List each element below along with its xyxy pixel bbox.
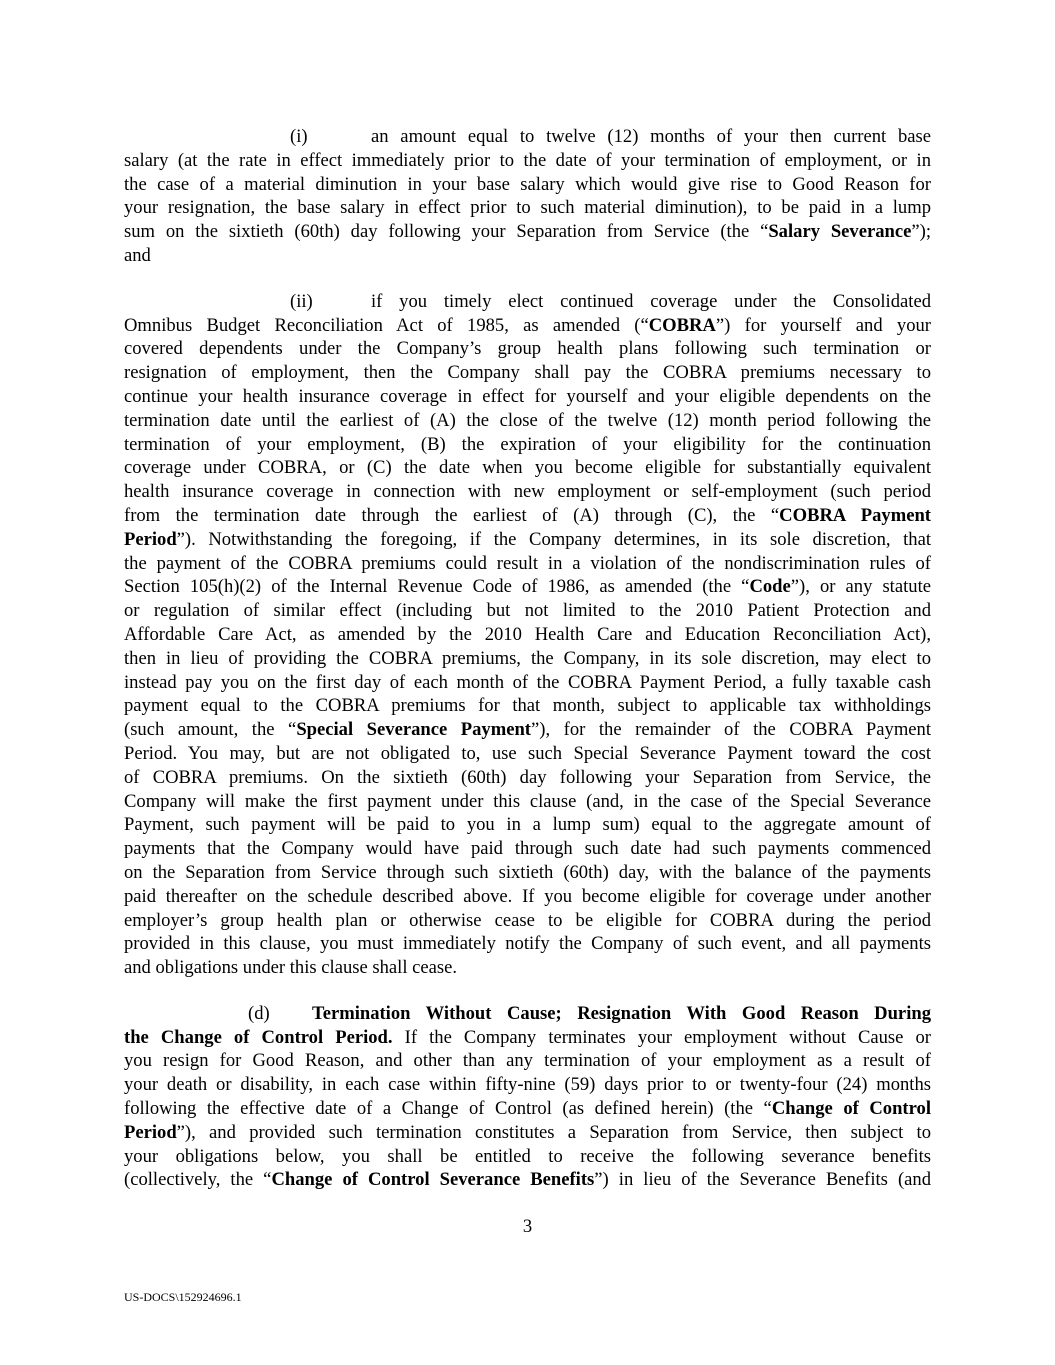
item-ii-line-15: Affordable Care Act, as amended by the 2010 Health Care and Education Reconciliation Act), bbox=[124, 623, 931, 645]
item-ii-line-27: employer’s group health plan or otherwise cease to be eligible for COBRA during the period bbox=[124, 909, 931, 931]
item-ii-line-9: health insurance coverage in connection with new employment or self-employment (such period bbox=[124, 481, 931, 503]
item-ii-line-5: continue your health insurance coverage in effect for yourself and your eligible dependents on the bbox=[124, 385, 931, 407]
item-i-line-6: and bbox=[124, 244, 151, 266]
item-ii-line-11-post: ”). Notwithstanding the foregoing, if the Company determines, in its sole discretion, that bbox=[176, 528, 931, 550]
item-d-line-5-pre: following the effective date of a Change of Control (as defined herein) (the “ bbox=[124, 1098, 772, 1120]
item-i-label: (i) bbox=[290, 126, 308, 147]
item-ii-line-19-post: ”), for the remainder of the COBRA Payment bbox=[531, 719, 931, 741]
item-i-line-5-post: ”); bbox=[911, 221, 931, 243]
defined-term-period: Period bbox=[124, 528, 177, 550]
item-i-text-1: an amount equal to twelve (12) months of your then current base bbox=[371, 126, 931, 147]
item-i-line-4: your resignation, the base salary in effect prior to such material diminution), to be paid in a lump bbox=[124, 197, 931, 219]
defined-term-change-of-control: Change of Control bbox=[771, 1098, 931, 1120]
document-body bbox=[124, 125, 931, 1214]
item-d-heading-cont: the Change of Control Period. bbox=[124, 1026, 393, 1048]
item-ii-line-13 bbox=[124, 575, 931, 599]
item-ii-line-8: coverage under COBRA, or (C) the date when you become eligible for substantially equivalent bbox=[124, 457, 931, 479]
item-ii-line-12: the payment of the COBRA premiums could result in a violation of the nondiscrimination rules of bbox=[124, 552, 931, 574]
item-ii-line-14: or regulation of similar effect (including but not limited to the 2010 Patient Protection and bbox=[124, 600, 931, 622]
item-ii-line-16: then in lieu of providing the COBRA premiums, the Company, in its sole discretion, may elect to bbox=[124, 647, 931, 669]
defined-term-cobra-payment: COBRA Payment bbox=[779, 504, 931, 526]
item-d-line-8 bbox=[124, 1168, 931, 1192]
item-ii-line-13-post: ”), or any statute bbox=[790, 576, 931, 598]
item-d-line-3: you resign for Good Reason, and other than any termination of your employment as a result of bbox=[124, 1050, 931, 1072]
item-ii-line-28: provided in this clause, you must immediately notify the Company of such event, and all payments bbox=[124, 933, 931, 955]
item-i-line-5 bbox=[124, 220, 931, 244]
item-d-heading: Termination Without Cause; Resignation With Good Reason During bbox=[312, 1002, 931, 1024]
item-ii-text-1: if you timely elect continued coverage under the Consolidated bbox=[371, 290, 931, 312]
item-ii-line-18: payment equal to the COBRA premiums for that month, subject to applicable tax withholdings bbox=[124, 695, 931, 717]
item-i-line-3: the case of a material diminution in your base salary which would give rise to Good Reason for bbox=[124, 173, 931, 195]
item-d-line-5 bbox=[124, 1097, 931, 1121]
item-ii-line-3: covered dependents under the Company’s group health plans following such termination or bbox=[124, 338, 931, 360]
page-number: 3 bbox=[522, 1216, 533, 1237]
defined-term-cobra: COBRA bbox=[648, 314, 716, 336]
item-i-line-5-pre: sum on the sixtieth (60th) day following your Separation from Service (the “ bbox=[124, 221, 769, 243]
item-ii-line-19 bbox=[124, 718, 931, 742]
defined-term-special-severance-payment: Special Severance Payment bbox=[296, 719, 531, 741]
item-d-line-6 bbox=[124, 1121, 931, 1145]
defined-term-code: Code bbox=[749, 576, 791, 598]
paragraph-item-ii bbox=[124, 290, 931, 980]
item-ii-line-2 bbox=[124, 314, 931, 338]
item-ii-line-2-post: ”) for yourself and your bbox=[715, 314, 932, 336]
item-ii-line-24: payments that the Company would have paid through such date had such payments commenced bbox=[124, 838, 931, 860]
item-ii-line-25: on the Separation from Service through such sixtieth (60th) day, with the balance of the payments bbox=[124, 861, 931, 883]
item-ii-line-20: Period. You may, but are not obligated to, use such Special Severance Payment toward the cost bbox=[124, 742, 931, 764]
item-d-line-8-pre: (collectively, the “ bbox=[124, 1169, 272, 1191]
item-d-line-6-post: ”), and provided such termination constitutes a Separation from Service, then subject to bbox=[176, 1121, 931, 1143]
item-ii-line-4: resignation of employment, then the Company shall pay the COBRA premiums necessary to bbox=[124, 362, 931, 384]
paragraph-item-i bbox=[124, 125, 931, 268]
paragraph-item-d bbox=[124, 1002, 931, 1192]
item-ii-line-17: instead pay you on the first day of each month of the COBRA Payment Period, a fully taxable cash bbox=[124, 671, 931, 693]
item-ii-line-11 bbox=[124, 528, 931, 552]
item-ii-line-22: Company will make the first payment under this clause (and, in the case of the Special Severance bbox=[124, 790, 931, 812]
item-d-line-4: your death or disability, in each case within fifty-nine (59) days prior to or twenty-four (24) months bbox=[124, 1074, 931, 1096]
item-i-line-1 bbox=[124, 125, 931, 149]
defined-term-change-of-control-severance-benefits: Change of Control Severance Benefits bbox=[271, 1169, 595, 1191]
item-ii-line-23: Payment, such payment will be paid to you in a lump sum) equal to the aggregate amount of bbox=[124, 814, 931, 836]
item-ii-line-10 bbox=[124, 504, 931, 528]
item-ii-line-13-pre: Section 105(h)(2) of the Internal Revenue Code of 1986, as amended (the “ bbox=[124, 576, 750, 598]
item-d-line-2-post: If the Company terminates your employment without Cause or bbox=[392, 1026, 931, 1048]
item-ii-line-21: of COBRA premiums. On the sixtieth (60th) day following your Separation from Service, the bbox=[124, 766, 931, 788]
item-i-line-2: salary (at the rate in effect immediately prior to the date of your termination of employment, or in bbox=[124, 149, 931, 171]
document-id: US-DOCS\152924696.1 bbox=[124, 1290, 242, 1304]
item-d-line-2 bbox=[124, 1026, 931, 1050]
item-ii-line-10-pre: from the termination date through the earliest of (A) through (C), the “ bbox=[124, 504, 780, 526]
defined-term-period-2: Period bbox=[124, 1121, 177, 1143]
item-ii-line-1 bbox=[124, 290, 931, 314]
item-d-line-1 bbox=[124, 1002, 931, 1026]
item-ii-line-7: termination of your employment, (B) the expiration of your eligibility for the continuation bbox=[124, 433, 931, 455]
item-d-line-7: your obligations below, you shall be entitled to receive the following severance benefits bbox=[124, 1145, 931, 1167]
item-ii-line-6: termination date until the earliest of (A) the close of the twelve (12) month period following the bbox=[124, 409, 931, 431]
item-d-label: (d) bbox=[248, 1002, 270, 1024]
item-ii-label: (ii) bbox=[290, 290, 313, 312]
item-ii-line-26: paid thereafter on the schedule described above. If you become eligible for coverage under another bbox=[124, 885, 931, 907]
item-ii-line-2-pre: Omnibus Budget Reconciliation Act of 1985, as amended (“ bbox=[124, 314, 649, 336]
item-ii-line-19-pre: (such amount, the “ bbox=[124, 719, 297, 741]
item-d-line-8-post: ”) in lieu of the Severance Benefits (and bbox=[594, 1169, 931, 1191]
defined-term-salary-severance: Salary Severance bbox=[768, 221, 912, 243]
item-ii-line-29: and obligations under this clause shall cease. bbox=[124, 957, 458, 979]
